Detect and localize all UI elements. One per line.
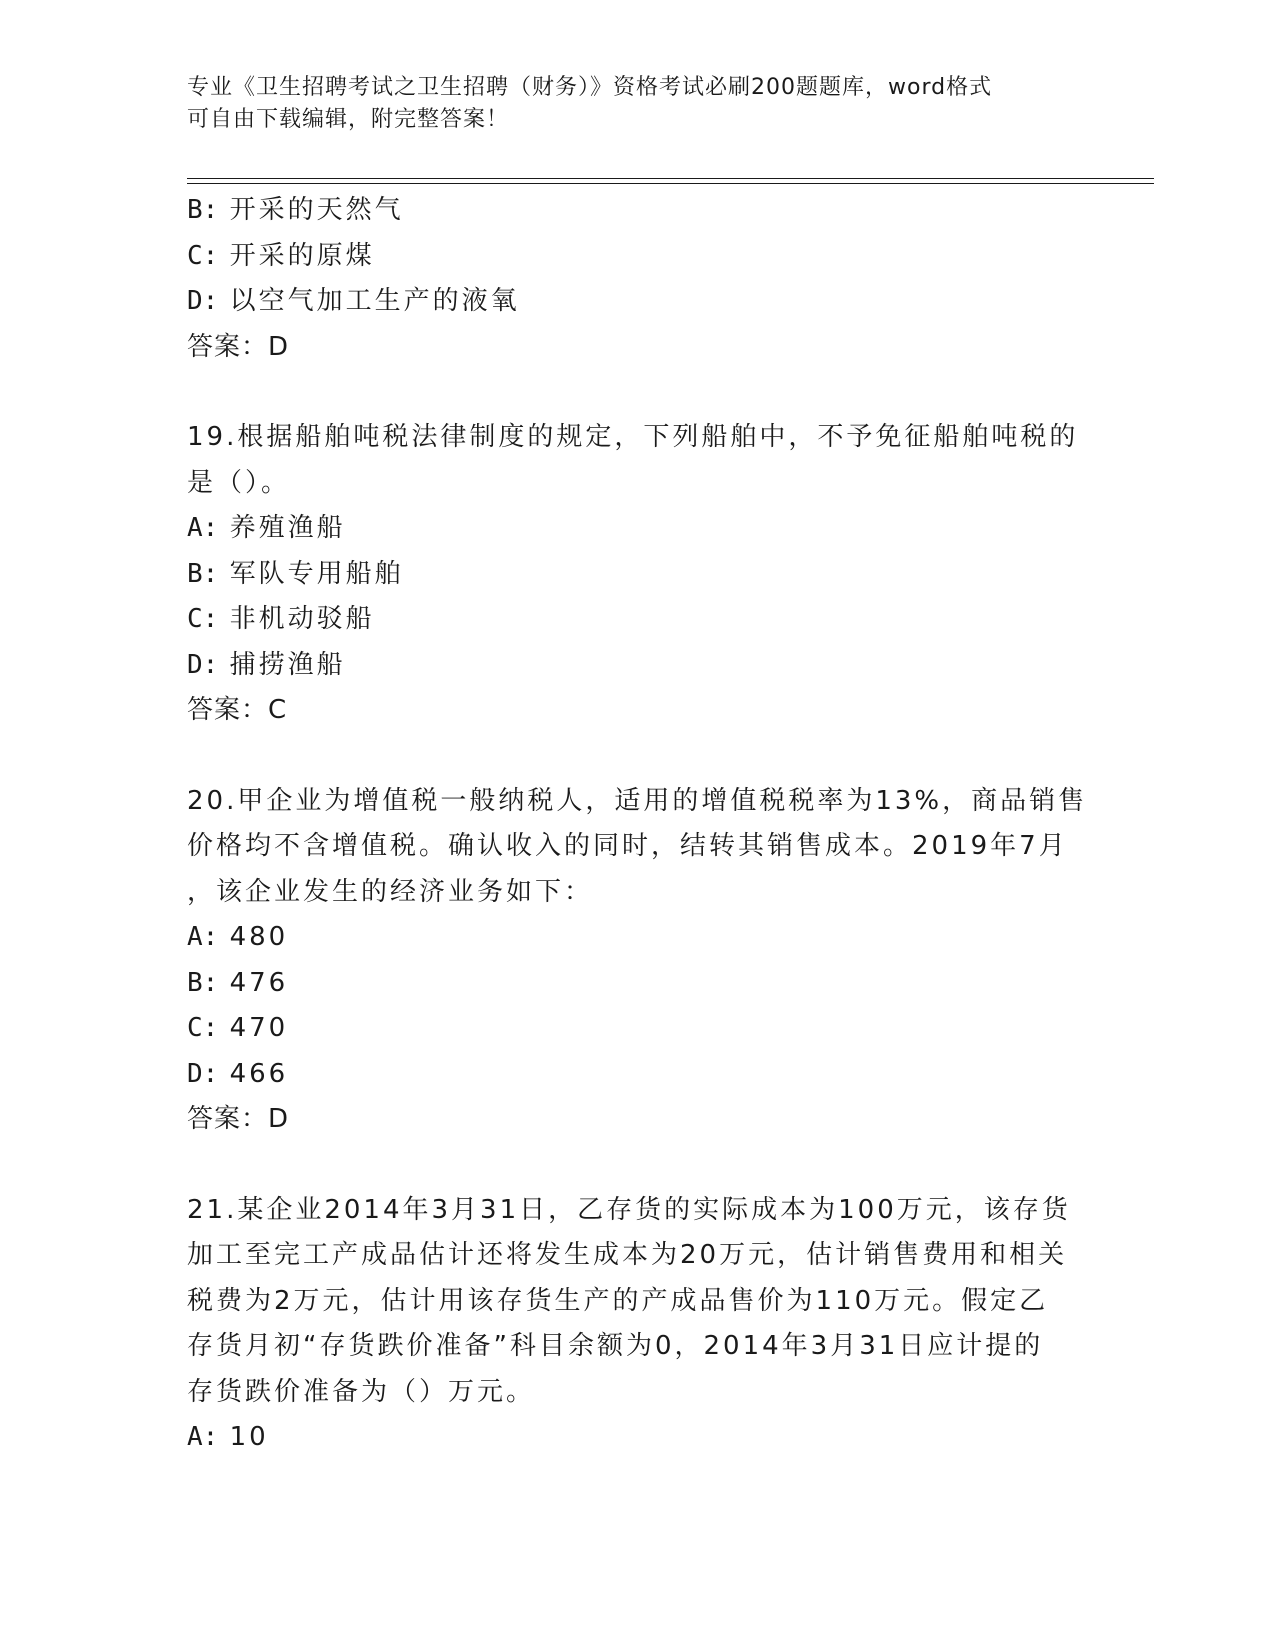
document-header — [187, 72, 1067, 136]
option-b: B: 476 — [187, 967, 289, 998]
option-b: B: 军队专用船舶 — [187, 558, 404, 589]
option-d: D: 466 — [187, 1058, 289, 1089]
spacer — [187, 1143, 1087, 1188]
answer: 答案：D — [187, 331, 290, 362]
header-line-1: 专业《卫生招聘考试之卫生招聘（财务）》资格考试必刷200题题库，word格式 — [187, 75, 993, 100]
question-stem-line: 19.根据船舶吨税法律制度的规定，下列船舶中，不予免征船舶吨税的 — [187, 422, 1079, 452]
question-stem-line: 21.某企业2014年3月31日，乙存货的实际成本为100万元，该存货 — [187, 1194, 1071, 1225]
question-stem-line: 价格均不含增值税。确认收入的同时，结转其销售成本。2019年7月 — [187, 831, 1068, 861]
option-c: C: 470 — [187, 1013, 289, 1043]
option-b: B: 开采的天然气 — [187, 195, 404, 225]
answer: 答案：C — [187, 695, 288, 725]
spacer — [187, 734, 1087, 779]
answer: 答案：D — [187, 1104, 290, 1134]
question-19 — [187, 415, 1087, 734]
header-divider-top — [187, 178, 1154, 179]
option-a: A: 10 — [187, 1422, 269, 1452]
question-stem-line: 是（）。 — [187, 467, 291, 498]
question-stem-line: 加工至完工产成品估计还将发生成本为20万元，估计销售费用和相关 — [187, 1240, 1068, 1270]
question-21 — [187, 1188, 1087, 1461]
question-stem-line: 存货月初“存货跌价准备”科目余额为0，2014年3月31日应计提的 — [187, 1331, 1044, 1361]
header-line-2: 可自由下载编辑，附完整答案！ — [187, 107, 510, 132]
header-divider-bottom — [187, 183, 1154, 184]
document-body — [187, 188, 1087, 1461]
question-stem-line: 税费为2万元，估计用该存货生产的产成品售价为110万元。假定乙 — [187, 1285, 1049, 1316]
option-c: C: 开采的原煤 — [187, 240, 375, 271]
option-d: D: 以空气加工生产的液氧 — [187, 286, 520, 316]
spacer — [187, 370, 1087, 415]
question-stem-line: 20.甲企业为增值税一般纳税人，适用的增值税税率为13%，商品销售 — [187, 785, 1088, 816]
question-18 — [187, 188, 1087, 370]
question-stem-line: ，该企业发生的经济业务如下： — [187, 876, 594, 907]
option-a: A: 480 — [187, 922, 289, 952]
question-20 — [187, 779, 1087, 1143]
option-d: D: 捕捞渔船 — [187, 649, 346, 680]
question-stem-line: 存货跌价准备为（）万元。 — [187, 1376, 536, 1407]
option-a: A: 养殖渔船 — [187, 513, 346, 543]
option-c: C: 非机动驳船 — [187, 604, 375, 634]
